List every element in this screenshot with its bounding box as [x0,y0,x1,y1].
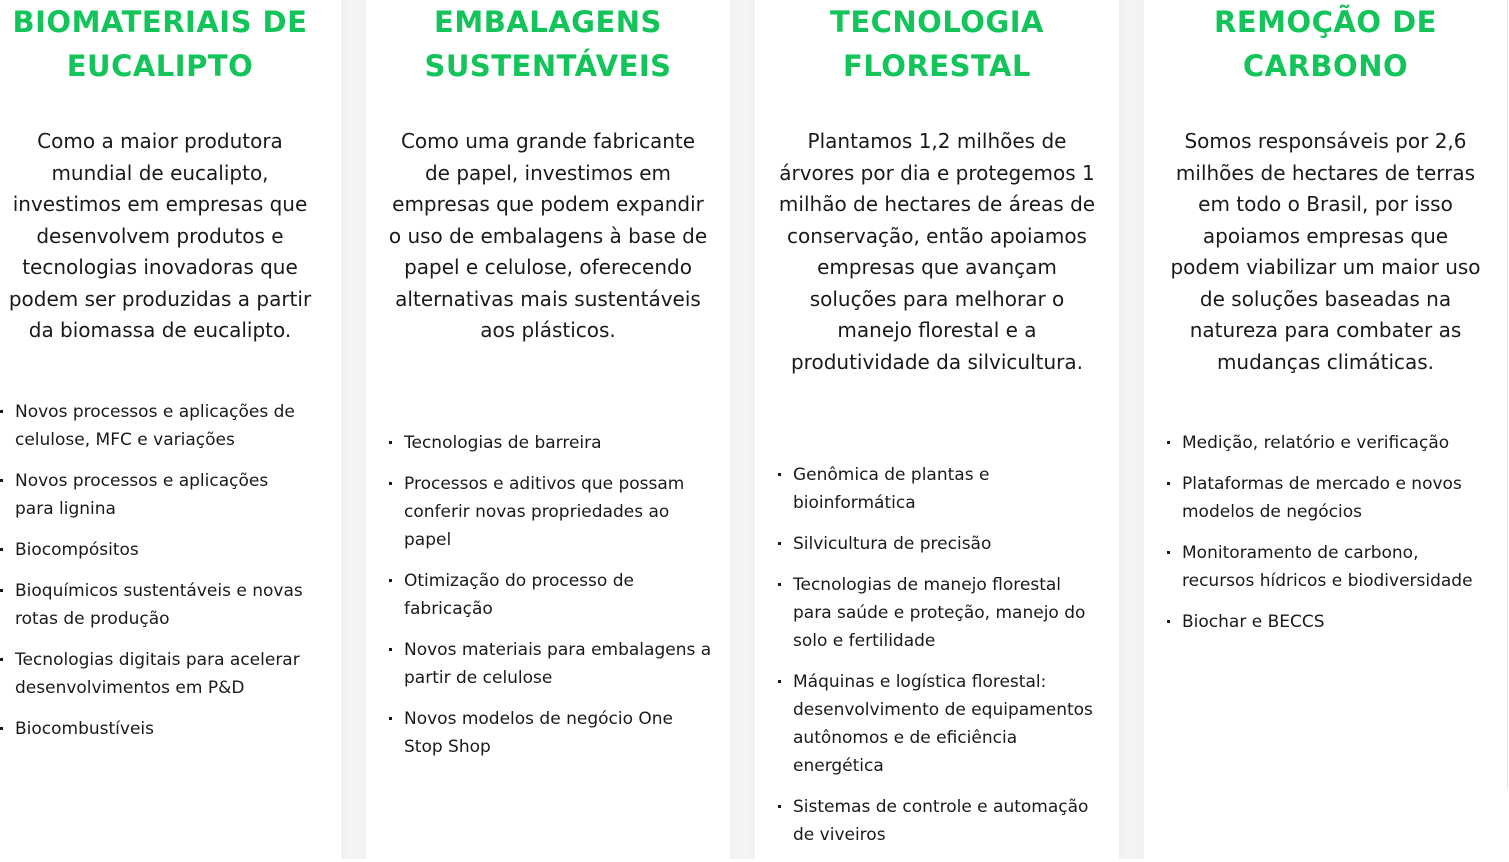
list-item [0,646,306,702]
card-title [755,0,1119,88]
card-title [1144,0,1507,88]
column-gutter [341,0,366,859]
card-title-line: FLORESTAL [843,49,1031,83]
card-description: Plantamos 1,2 milhões de árvores por dia e protegemos 1 milhão de hectares de áreas de conservação, então apoiamos empresas que avançam soluções para melhorar o manejo florestal e a produtividade da silvicultura. [778,129,1096,374]
list-item-text: Biocompósitos [15,540,139,560]
square-bullet-icon [778,473,781,476]
card-title-line: TECNOLOGIA [830,5,1044,39]
list-item-text: Bioquímicos sustentáveis e novas rotas de produção [15,581,303,629]
list-item [1167,608,1493,636]
square-bullet-icon [1167,620,1170,623]
card-tecnologia-florestal [755,0,1119,859]
column-gutter [730,0,755,859]
square-bullet-icon [0,479,3,482]
square-bullet-icon [1167,441,1170,444]
square-bullet-icon [389,482,392,485]
list-item [778,530,1101,558]
list-item-text: Novos materiais para embalagens a partir de celulose [404,640,712,688]
square-bullet-icon [389,648,392,651]
list-item [389,705,712,761]
square-bullet-icon [0,589,3,592]
list-item-text: Tecnologias de manejo florestal para saúde e proteção, manejo do solo e fertilidade [793,575,1086,651]
list-item-text: Medição, relatório e verificação [1182,433,1450,453]
list-item-text: Otimização do processo de fabricação [404,571,634,619]
card-title [0,0,320,88]
list-item-text: Tecnologias digitais para acelerar desenvolvimentos em P&D [15,650,300,698]
square-bullet-icon [1167,551,1170,554]
card-title-line: SUSTENTÁVEIS [424,49,672,83]
square-bullet-icon [389,717,392,720]
card-title-line: EUCALIPTO [66,49,254,83]
card-title-line: REMOÇÃO DE [1213,5,1437,39]
list-item [0,398,306,454]
square-bullet-icon [389,579,392,582]
list-item [0,467,306,523]
square-bullet-icon [778,680,781,683]
card-embalagens-sustentaveis [366,0,730,859]
list-item-text: Plataformas de mercado e novos modelos de negócios [1182,474,1462,522]
list-item [778,793,1101,849]
list-item [1167,539,1493,595]
list-item [778,668,1101,780]
card-title-line: BIOMATERIAIS DE [12,5,308,39]
square-bullet-icon [0,548,3,551]
square-bullet-icon [778,583,781,586]
square-bullet-icon [0,727,3,730]
card-feature-list [389,429,712,774]
list-item-text: Novos modelos de negócio One Stop Shop [404,709,674,757]
card-title-line: EMBALAGENS [434,5,662,39]
list-item [0,715,306,743]
list-item-text: Genômica de plantas e bioinformática [793,465,990,513]
list-item [389,470,712,554]
list-item [389,429,712,457]
list-item-text: Biochar e BECCS [1182,612,1325,632]
square-bullet-icon [1167,482,1170,485]
list-item-text: Biocombustíveis [15,719,155,739]
list-item [778,461,1101,517]
square-bullet-icon [0,410,3,413]
list-item-text: Processos e aditivos que possam conferir novas propriedades ao papel [404,474,685,550]
list-item-text: Monitoramento de carbono, recursos hídricos e biodiversidade [1182,543,1473,591]
list-item [1167,429,1493,457]
card-description: Somos responsáveis por 2,6 milhões de hectares de terras em todo o Brasil, por isso apoiamos empresas que podem viabilizar um maior uso de soluções baseadas na natureza para combater as mudanças climáticas. [1170,129,1481,374]
card-biomateriais-eucalipto [0,0,320,859]
list-item [778,571,1101,655]
list-item [389,636,712,692]
column-gutter [1119,0,1144,859]
list-item-text: Tecnologias de barreira [404,433,602,453]
card-feature-list [1167,429,1493,649]
card-description: Como uma grande fabricante de papel, investimos em empresas que podem expandir o uso de embalagens à base de papel e celulose, oferecendo alternativas mais sustentáveis aos plásticos. [388,129,708,342]
square-bullet-icon [778,805,781,808]
list-item [1167,470,1493,526]
list-item [0,536,306,564]
list-item-text: Silvicultura de precisão [793,534,992,554]
card-title-line: CARBONO [1242,49,1409,83]
list-item-text: Novos processos e aplicações para lignina [15,471,269,519]
list-item [389,567,712,623]
list-item-text: Sistemas de controle e automação de viveiros [793,797,1089,845]
scroll-edge-divider [1507,0,1508,790]
card-feature-list [0,398,306,756]
list-item-text: Máquinas e logística florestal: desenvolvimento de equipamentos autônomos e de eficiência energética [793,672,1093,776]
card-feature-list [778,461,1101,862]
square-bullet-icon [389,441,392,444]
card-remocao-carbono [1144,0,1507,859]
card-description: Como a maior produtora mundial de eucalipto, investimos em empresas que desenvolvem produtos e tecnologias inovadoras que podem ser produzidas a partir da biomassa de eucalipto. [8,129,312,342]
list-item-text: Novos processos e aplicações de celulose, MFC e variações [15,402,295,450]
card-title [366,0,730,88]
list-item [0,577,306,633]
square-bullet-icon [0,658,3,661]
square-bullet-icon [778,542,781,545]
